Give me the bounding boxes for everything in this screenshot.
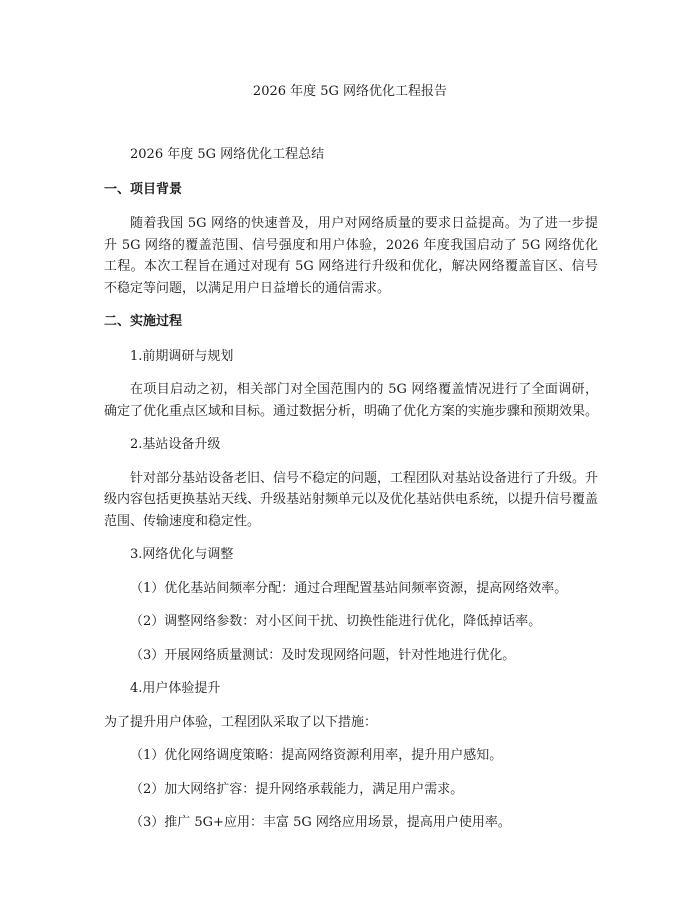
list-item: （3）开展网络质量测试：及时发现网络问题，针对性地进行优化。 bbox=[130, 647, 516, 663]
list-item: （1）优化网络调度策略：提高网络资源利用率，提升用户感知。 bbox=[130, 748, 503, 763]
document-title: 2026 年度 5G 网络优化工程报告 bbox=[252, 84, 448, 99]
subheading-network-optimization: 3.网络优化与调整 bbox=[130, 547, 234, 562]
subheading-base-station-upgrade: 2.基站设备升级 bbox=[130, 437, 221, 452]
list-item: （3）推广 5G+应用：丰富 5G 网络应用场景，提高用户使用率。 bbox=[130, 815, 511, 830]
base-station-upgrade-paragraph: 针对部分基站设备老旧、信号不稳定的问题，工程团队对基站设备进行了升级。升级内容包括更换基站天线、升级基站射频单元以及优化基站供电系统，以提升信号覆盖范围、传输速度和稳定性。 bbox=[104, 470, 599, 529]
subheading-user-experience: 4.用户体验提升 bbox=[130, 681, 221, 696]
section-heading-background: 一、项目背景 bbox=[104, 181, 183, 197]
document-body bbox=[104, 144, 598, 846]
background-paragraph: 随着我国 5G 网络的快速普及，用户对网络质量的要求日益提高。为了进一步提升 5G 网络的覆盖范围、信号强度和用户体验，2026 年度我国启动了 5G 网络优化工程。本次工程旨在通过对现有 5G 网络进行升级和优化，解决网络覆盖盲区、信号不稳定等问题，以满足用户日益增长的通信需求。 bbox=[104, 216, 598, 296]
research-planning-paragraph: 在项目启动之初，相关部门对全国范围内的 5G 网络覆盖情况进行了全面调研，确定了优化重点区域和目标。通过数据分析，明确了优化方案的实施步骤和预期效果。 bbox=[104, 382, 599, 419]
summary-title: 2026 年度 5G 网络优化工程总结 bbox=[130, 147, 325, 162]
user-experience-intro: 为了提升用户体验，工程团队采取了以下措施： bbox=[104, 714, 378, 730]
list-item: （2）调整网络参数：对小区间干扰、切换性能进行优化，降低掉话率。 bbox=[130, 614, 542, 629]
subheading-research-planning: 1.前期调研与规划 bbox=[130, 348, 234, 364]
list-item: （1）优化基站间频率分配：通过合理配置基站间频率资源，提高网络效率。 bbox=[130, 580, 568, 596]
section-heading-implementation: 二、实施过程 bbox=[104, 314, 183, 329]
list-item: （2）加大网络扩容：提升网络承载能力，满足用户需求。 bbox=[130, 781, 464, 797]
